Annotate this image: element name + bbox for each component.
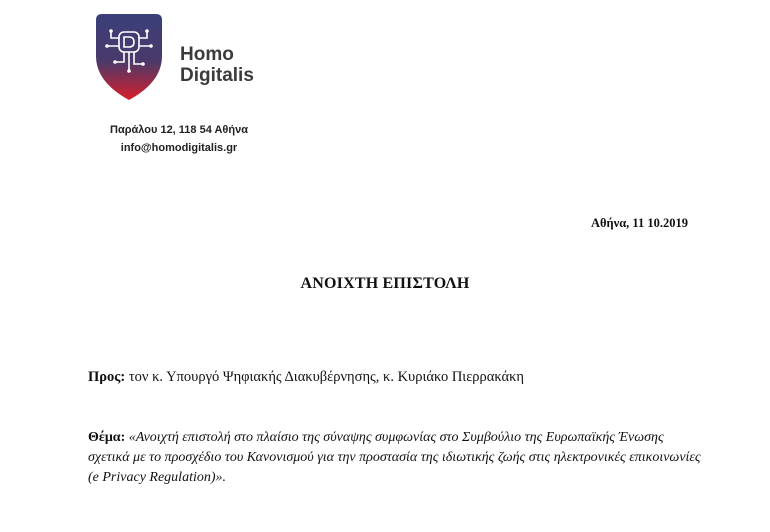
- letter-date: Αθήνα, 11 10.2019: [590, 216, 688, 230]
- logo-wordmark: [180, 44, 254, 86]
- logo-name-line2: Digitalis: [180, 65, 254, 86]
- recipient-label: Προς:: [88, 369, 126, 385]
- sender-address: Παράλου 12, 118 54 Αθήνα: [110, 124, 248, 136]
- recipient-text: τον κ. Υπουργό Ψηφιακής Διακυβέρνησης, κ. Κυριάκο Πιερρακάκη: [125, 369, 525, 385]
- subject-label: Θέμα:: [88, 430, 126, 445]
- subject-paragraph: [88, 428, 708, 488]
- sender-email: info@homodigitalis.gr: [120, 142, 238, 154]
- sender-address-block: [60, 121, 298, 157]
- logo-name-line1: Homo: [180, 44, 234, 65]
- subject-text: «Ανοιχτή επιστολή στο πλαίσιο της σύναψης συμφωνίας στο Συμβούλιο της Ευρωπαϊκής Ένωσης σχετικά με το προσχέδιο του Κανονισμού για την προστασία της ιδιωτικής ζωής στις ηλεκτρονικές επικοινωνίες (e Privacy Regulation)».: [88, 430, 701, 485]
- letter-title: ΑΝΟΙΧΤΗ ΕΠΙΣΤΟΛΗ: [300, 275, 470, 292]
- homo-digitalis-logo-icon: [92, 10, 166, 102]
- recipient-line: [88, 369, 524, 386]
